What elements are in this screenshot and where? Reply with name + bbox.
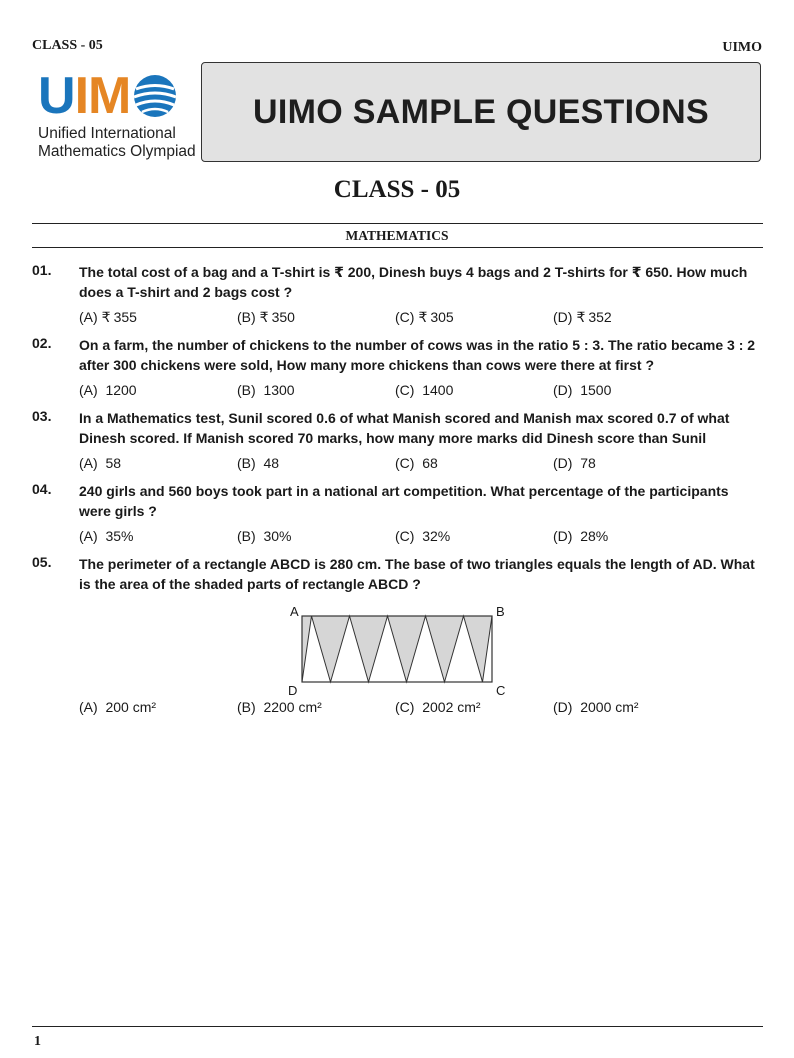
option-a [79,382,137,398]
option-label: (D) [553,699,573,715]
option-value: 58 [105,455,122,471]
options-row [79,455,763,475]
option-value: 350 [271,309,295,325]
option-c [395,528,450,544]
question-number: 01. [32,262,52,278]
option-value: 1400 [422,382,454,398]
logo-letter-m: M [88,67,131,125]
option-label: (B) [237,528,256,544]
rectangle-abcd-figure [280,602,520,697]
option-label: (B) [237,309,256,325]
option-value: 1300 [263,382,295,398]
question-text: The total cost of a bag and a T-shirt is ₹ 200, Dinesh buys 4 bags and 2 T-shirts for ₹ 650. How much does a T-shirt and 2 bags cost ? [79,264,748,300]
option-label: (A) [79,455,98,471]
option-label: (C) [395,699,415,715]
question-number: 05. [32,554,52,570]
question-text: On a farm, the number of chickens to the number of cows was in the ratio 5 : 3. The ratio became 3 : 2 after 300 chickens were sold, How many more chickens than cows were there at first ? [79,337,756,373]
header-class-label: CLASS - 05 [32,38,103,53]
option-c [395,699,481,715]
title-banner [201,62,761,162]
option-c [395,382,453,398]
question-text: The perimeter of a rectangle ABCD is 280 cm. The base of two triangles equals the length of AD. What is the area of the shaded parts of rectangle ABCD ? [79,556,755,592]
vertex-a: A [290,604,299,619]
option-c [395,309,454,326]
question-3 [32,408,763,475]
option-a [79,309,137,326]
option-b [237,455,279,471]
question-2 [32,335,763,402]
options-row [79,528,763,548]
option-label: (B) [237,455,256,471]
option-value: 352 [588,309,612,325]
options-row [79,382,763,402]
option-value: 78 [580,455,596,471]
option-d [553,382,611,398]
option-label: (D) [553,309,573,325]
option-value: 35% [105,528,134,544]
banner-title: UIMO SAMPLE QUESTIONS [253,92,709,131]
option-a [79,699,156,715]
option-a [79,528,133,544]
question-5 [32,554,763,594]
option-label: (C) [395,309,415,325]
rupee-symbol: ₹ [418,309,428,325]
option-value: 355 [113,309,137,325]
option-value: 305 [430,309,454,325]
rectangle-abcd-diagram [280,602,520,697]
question-text: 240 girls and 560 boys took part in a national art competition. What percentage of the participants were girls ? [79,483,729,519]
question-text: In a Mathematics test, Sunil scored 0.6 of what Manish scored and Manish max scored 0.7 of what Dinesh scored. If Manish scored 70 marks, how many more marks did Dinesh score than Sunil [79,410,730,446]
logo-letter-i: I [74,67,89,125]
question-1 [32,262,763,329]
vertex-b: B [496,604,505,619]
vertex-d: D [288,683,298,697]
option-b [237,309,295,326]
vertex-c: C [496,683,506,697]
option-value: 48 [263,455,280,471]
option-value: 1200 [105,382,137,398]
option-label: (A) [79,382,98,398]
logo-letter-u: U [38,67,75,125]
globe-icon [132,73,178,119]
option-label: (B) [237,382,256,398]
class-heading: CLASS - 05 [333,176,461,203]
logo-subtitle [38,125,196,161]
question-4 [32,481,763,548]
option-b [237,528,291,544]
options-row [79,699,763,719]
question-number: 03. [32,408,52,424]
option-d [553,528,608,544]
page-number: 1 [34,1034,41,1049]
option-value: 2200 cm² [263,699,322,715]
rupee-symbol: ₹ [101,309,111,325]
option-label: (B) [237,699,256,715]
option-value: 2002 cm² [422,699,481,715]
option-value: 200 cm² [105,699,157,715]
rupee-symbol: ₹ [259,309,269,325]
question-number: 04. [32,481,52,497]
logo-subtitle-line2: Mathematics Olympiad [38,143,196,160]
option-d [553,699,639,715]
option-value: 32% [422,528,451,544]
uimo-logo [38,67,198,162]
option-label: (C) [395,382,415,398]
option-value: 30% [263,528,292,544]
option-label: (A) [79,309,98,325]
logo-mark [38,67,178,125]
question-number: 02. [32,335,52,351]
option-label: (D) [553,528,573,544]
option-value: 1500 [580,382,612,398]
option-b [237,382,295,398]
option-value: 2000 cm² [580,699,639,715]
question-5-options [32,692,763,719]
option-d [553,309,612,326]
logo-subtitle-line1: Unified International [38,125,176,142]
option-b [237,699,322,715]
options-row [79,309,763,329]
option-c [395,455,438,471]
divider-top [32,223,763,224]
option-label: (D) [553,455,573,471]
divider-bottom [32,247,763,248]
option-a [79,455,121,471]
footer-divider [32,1026,763,1027]
rupee-symbol: ₹ [576,309,586,325]
option-d [553,455,596,471]
header-brand-label: UIMO [722,40,762,55]
option-value: 28% [580,528,609,544]
subject-heading: MATHEMATICS [345,228,449,243]
option-label: (A) [79,528,98,544]
option-label: (D) [553,382,573,398]
option-label: (C) [395,455,415,471]
option-label: (A) [79,699,98,715]
option-label: (C) [395,528,415,544]
option-value: 68 [422,455,438,471]
